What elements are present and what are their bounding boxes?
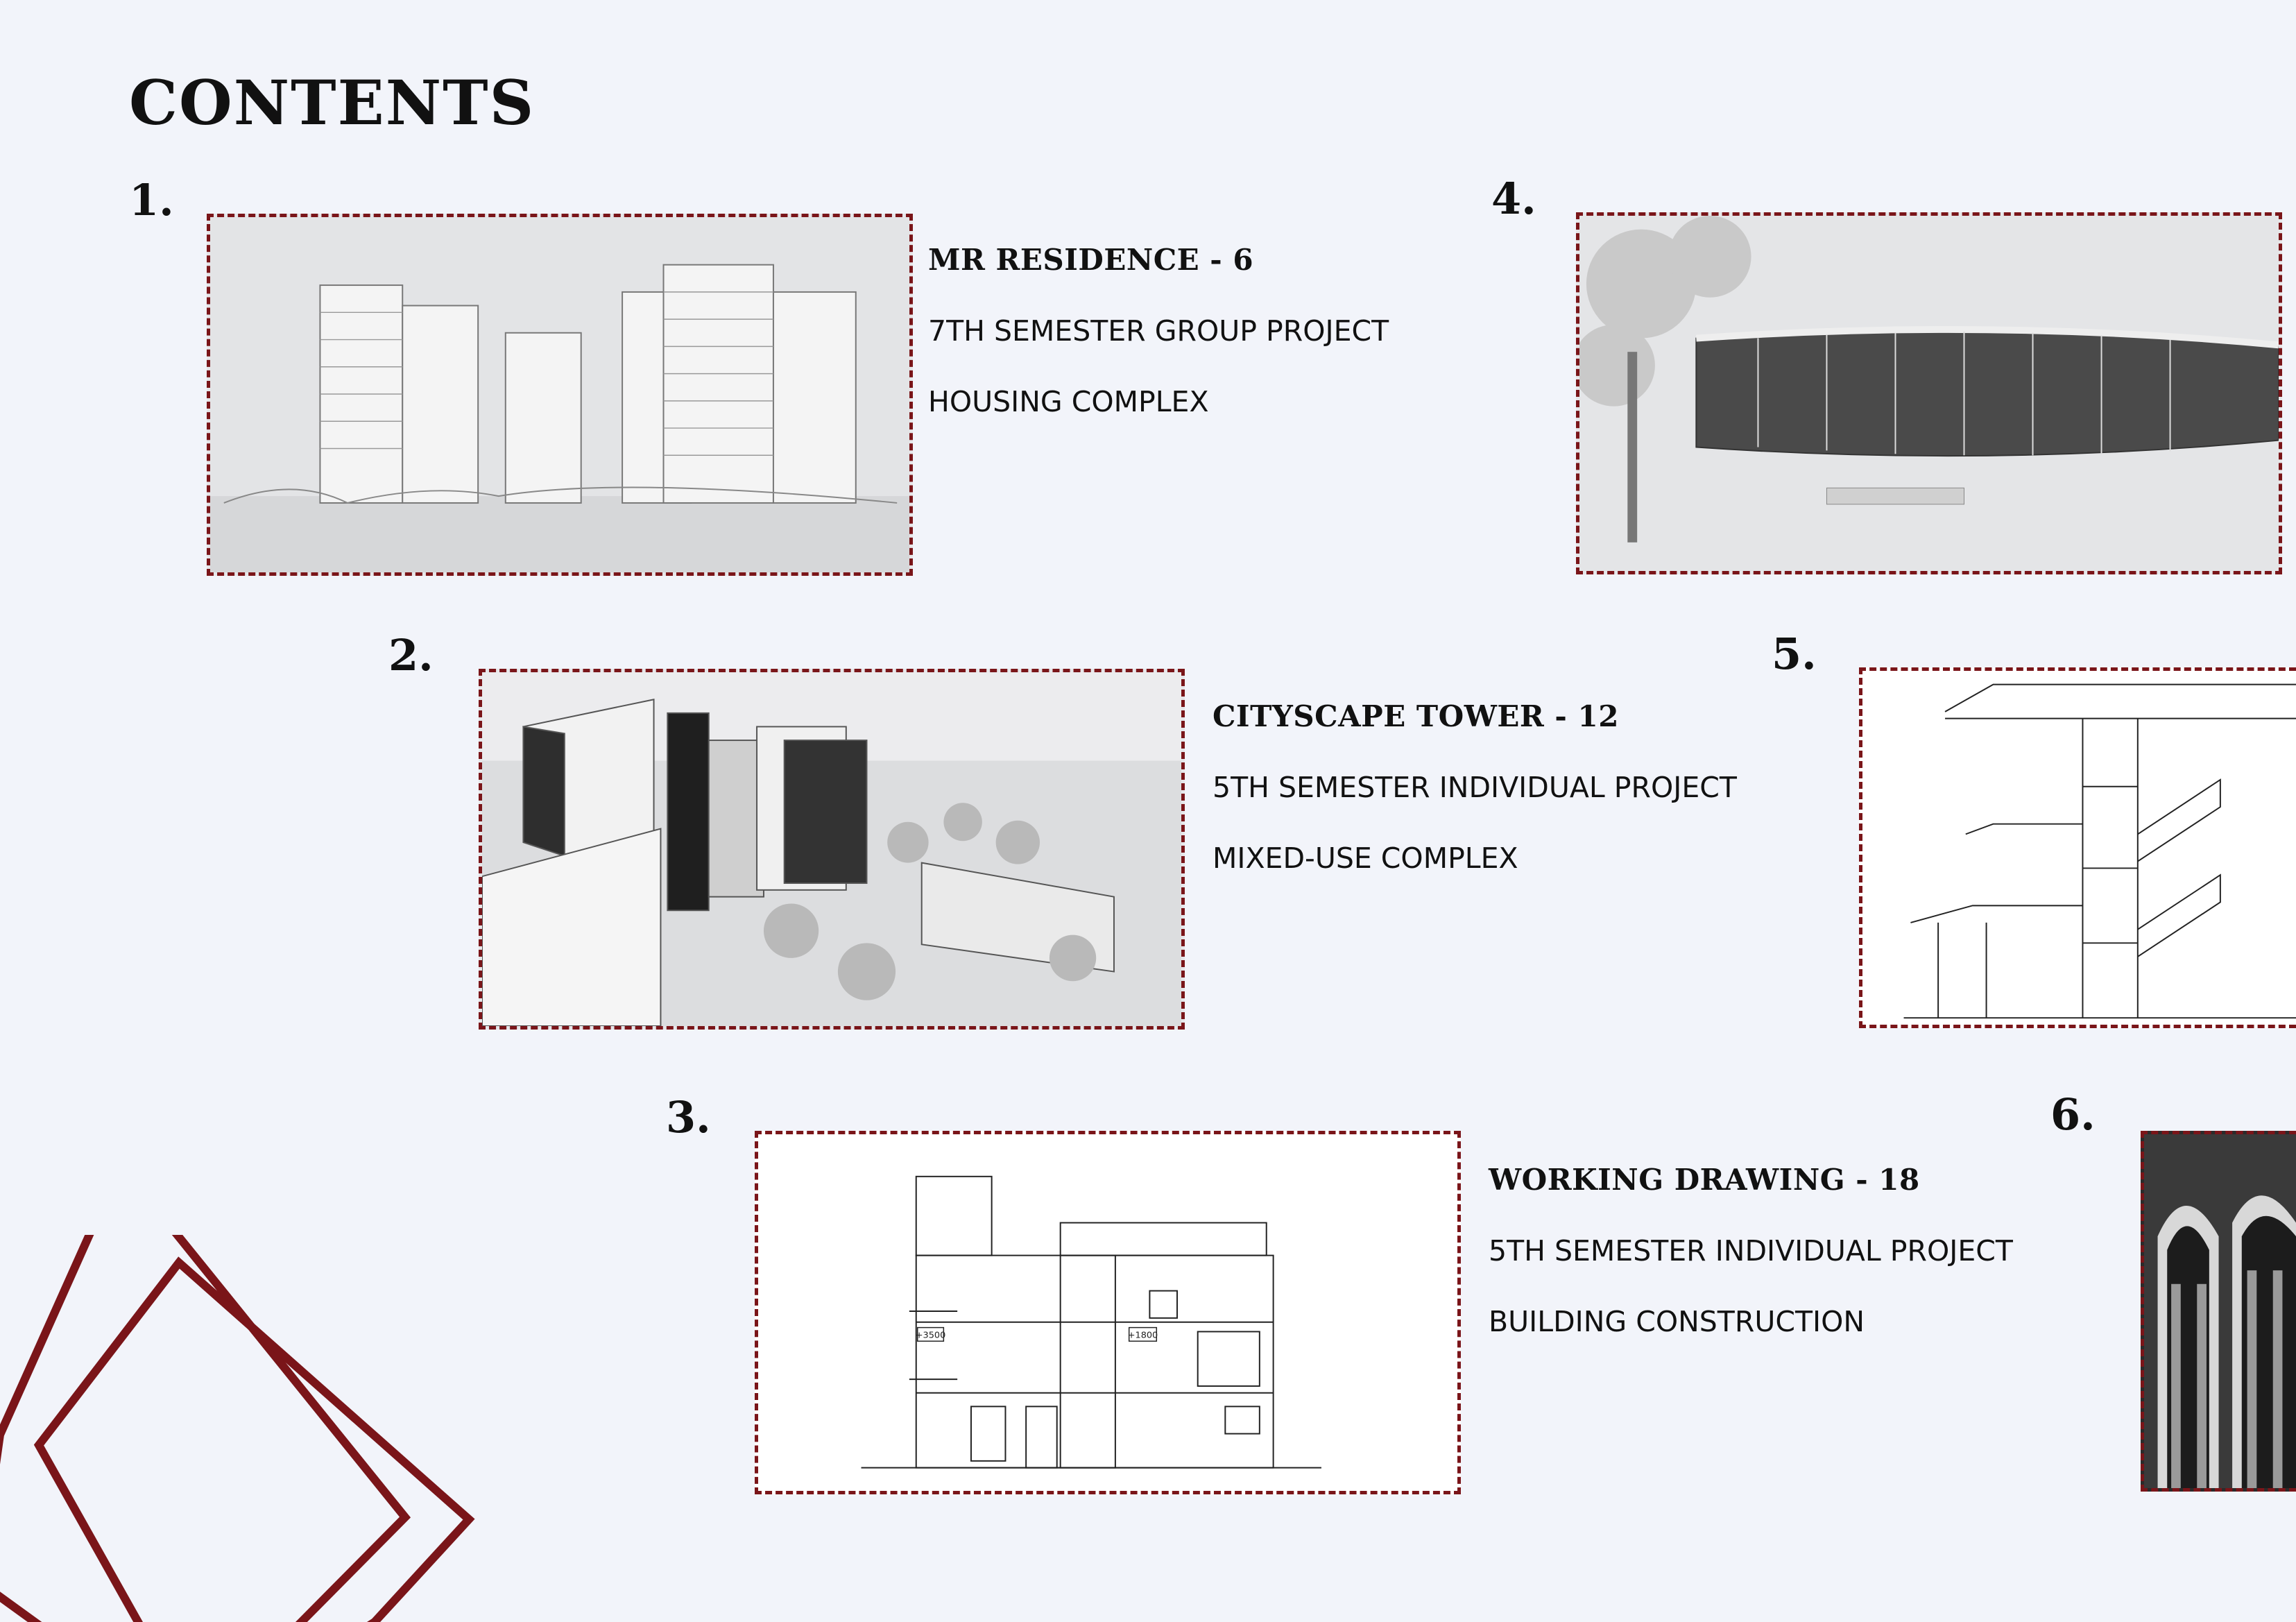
project-3-semester: 5TH SEMESTER INDIVIDUAL PROJECT <box>1489 1234 2013 1267</box>
project-3-title[interactable]: WORKING DRAWING - 18 <box>1489 1163 1920 1197</box>
elevation-drawing <box>758 1134 1457 1491</box>
level-label-2: +1800 <box>1127 1330 1158 1341</box>
project-3-image[interactable] <box>755 1131 1461 1494</box>
level-label-1: +3500 <box>915 1330 946 1341</box>
project-1-title[interactable]: MR RESIDENCE - 6 <box>928 243 1254 277</box>
project-1-number: 1. <box>129 175 174 225</box>
project-2-details <box>1213 699 1737 912</box>
project-2-number: 2. <box>388 630 434 681</box>
project-2-image[interactable] <box>479 669 1185 1030</box>
mixed-use-complex-render <box>482 672 1181 1026</box>
project-1-image[interactable] <box>207 214 913 576</box>
project-5-number: 5. <box>1772 629 1817 679</box>
project-1-details <box>928 243 1389 456</box>
project-2-title[interactable]: CITYSCAPE TOWER - 12 <box>1213 699 1619 733</box>
housing-complex-render <box>210 217 909 572</box>
project-3-type: BUILDING CONSTRUCTION <box>1489 1305 1865 1338</box>
project-3-number: 3. <box>666 1092 711 1143</box>
project-2-semester: 5TH SEMESTER INDIVIDUAL PROJECT <box>1213 771 1737 804</box>
project-4-number: 4. <box>1491 173 1536 224</box>
project-2-type: MIXED-USE COMPLEX <box>1213 842 1518 875</box>
page-title: CONTENTS <box>129 67 536 139</box>
project-3-details <box>1489 1163 2013 1376</box>
heritage-arches-photo <box>2144 1134 2296 1488</box>
section-drawing <box>1862 671 2296 1025</box>
decorative-diamond-outlines <box>0 1235 499 1622</box>
cafe-render <box>1579 216 2279 571</box>
project-1-semester: 7TH SEMESTER GROUP PROJECT <box>928 314 1389 348</box>
project-1-type: HOUSING COMPLEX <box>928 385 1209 418</box>
project-6-number: 6. <box>2050 1089 2096 1140</box>
project-6-image[interactable] <box>2141 1131 2296 1492</box>
project-5-image[interactable] <box>1859 667 2296 1028</box>
project-4-image[interactable] <box>1576 212 2282 574</box>
